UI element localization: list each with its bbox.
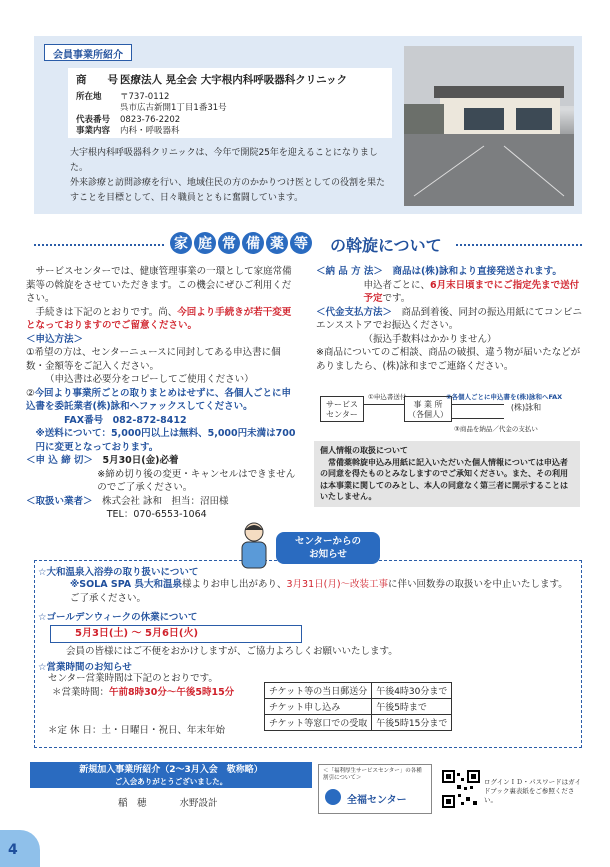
title-char: 庭 (194, 232, 216, 254)
flow-label-3: ③商品を納品／代金の支払い (454, 425, 538, 433)
profile-address-row: 所在地 〒737-0112 (76, 92, 170, 102)
flow-vendor: (株)詠和 (504, 400, 548, 418)
profile-address: 呉市広古新開1丁目1番31号 (120, 103, 227, 113)
notice-title-gw: ☆ゴールデンウィークの休業について (38, 612, 198, 623)
notice-body-hours: センター営業時間は下記のとおりです。 (48, 673, 218, 684)
title-char: 備 (242, 232, 264, 254)
ticket-hours-table (264, 682, 452, 731)
new-member: 稲 穂 (118, 798, 147, 809)
profile-card (68, 68, 392, 138)
member-intro-title: 会員事業所紹介 (44, 44, 132, 61)
new-members-title: 新規加入事業所紹介（2～3月入会 敬称略） ご入会ありがとうございました。 (30, 762, 312, 788)
notice-body-gw: 会員の皆様にはご不便をおかけしますが、ご協力よろしくお願いいたします。 (66, 646, 398, 657)
title-char: 薬 (266, 232, 288, 254)
login-note: ログインＩＤ・パスワードはガイドブック裏表紙をご参照ください。 (484, 778, 581, 804)
title-divider-left (34, 244, 164, 246)
flow-office: 事 業 所 （各個人） (404, 396, 452, 422)
new-member: 水野設計 (179, 798, 218, 809)
title-char: 家 (170, 232, 192, 254)
flow-arrow-left-icon (452, 418, 504, 419)
new-members-list (118, 795, 218, 809)
title-char: 常 (218, 232, 240, 254)
profile-business-row: 事業内容 内科・呼吸器科 (76, 126, 180, 136)
clinic-photo (404, 46, 574, 206)
center-notice-banner: センターからの お知らせ (276, 532, 380, 564)
notice-title-hours: ☆営業時間のお知らせ (38, 662, 132, 673)
clinic-building-illustration (404, 46, 574, 206)
table-row: チケット申し込み 午後5時まで (265, 699, 452, 715)
flow-arrow-right-icon (452, 404, 504, 405)
holiday-dates: 5月3日(土) ～ 5月6日(火) (50, 625, 302, 643)
page-number: 4 (0, 830, 40, 867)
closed-days: ＊定 休 日：土・日曜日・祝日、年末年始 (48, 725, 226, 736)
notice-body-onsen: ※SOLA SPA 呉大和温泉様よりお申し出があり、3月31日(月)～改装工事に伴い回数券の取扱いを中止いたします。ご了承ください。 (70, 579, 568, 604)
flow-label-1: ①申込書送付 (368, 393, 407, 401)
section-title-rest: の斡旋について (330, 236, 442, 255)
title-char: 等 (290, 232, 312, 254)
profile-name-row: 商 号 医療法人 晃全会 大宇根内科呼吸器科クリニック (76, 74, 348, 86)
staff-illustration-icon (236, 520, 272, 570)
table-row: チケット等の当日郵送分 午後4時30分まで (265, 683, 452, 699)
member-description: 大宇根内科呼吸器科クリニックは、今年で開院25年を迎えることになりました。 外来診療と訪問診療を行い、地域住民の方のかかりつけ医としての役割を果たすことを目標として、日々職員とともに奮闘しています。 (70, 148, 386, 203)
section-title-chars (170, 232, 312, 256)
profile-tel-row: 代表番号 0823-76-2202 (76, 115, 181, 125)
flow-service-center: サービス センター (320, 396, 364, 422)
privacy-notice: 個人情報の取扱について 常備薬斡旋申込み用紙に記入いただいた個人情報については申込者の同意を得たものとみなしますのでご承知ください。また、その利用は本事業に関してのみとし、本人の同意なく第三者に開示することはいたしません。 (314, 441, 580, 507)
title-divider-right (456, 244, 582, 246)
table-row: チケット等窓口での受取 午後5時15分まで (265, 715, 452, 731)
flow-arrow-right-icon (364, 404, 404, 405)
business-hours: ＊営業時間：午前8時30分～午後5時15分 (52, 687, 235, 698)
qr-code-icon[interactable] (442, 770, 480, 808)
left-column: サービスセンターでは、健康管理事業の一環として家庭常備薬等の斡旋をさせていただきます。この機会にぜひご利用ください。 手続きは下記のとおりです。尚、今回より手続きが若干変更となっておりますのでご留意ください。 ＜申込方法＞ ①希望の方は、センターニュースに同封してある申込書に個数・金額等をご記入ください。 （申込書は必要分をコピーしてご使用ください） ②今回より事業所ごとの取りまとめはせずに、各個人ごとに申込書を委託業者(株)詠和へファックスしてください。 FAX番号 082-872-8412 ※送料について：5,000円以上は無料、5,000円未満は700円に変更となっております。 ＜申 込 締 切＞ 5月30日(金)必着 ※締め切り後の変更・キャンセルはできませんのでご了承ください。 ＜取扱い業者＞ 株式会社 詠和 担当：沼田様 TEL：070-6553-1064 (26, 266, 296, 520)
zenpuku-center-banner[interactable]: ＜「福利厚生サービスセンター」の各種割引について＞ 全福センター (318, 764, 432, 814)
notice-title-onsen: ☆大和温泉入浴券の取り扱いについて (38, 567, 199, 578)
zenpuku-logo-icon (325, 789, 341, 805)
right-column: ＜納 品 方 法＞ 商品は(株)詠和より直接発送されます。 申込者ごとに、6月末日頃までにご指定先まで送付予定です。 ＜代金支払方法＞ 商品到着後、同封の振込用紙にてコンビニエンスストアでお振込ください。 （振込手数料はかかりません） ※商品についてのご相談、商品の破損、違う物が届いたなどがありましたら、(株)詠和までご連絡ください。 (316, 266, 583, 372)
flow-label-2: ②各個人ごとに申込書を(株)詠和へFAX (446, 393, 563, 401)
